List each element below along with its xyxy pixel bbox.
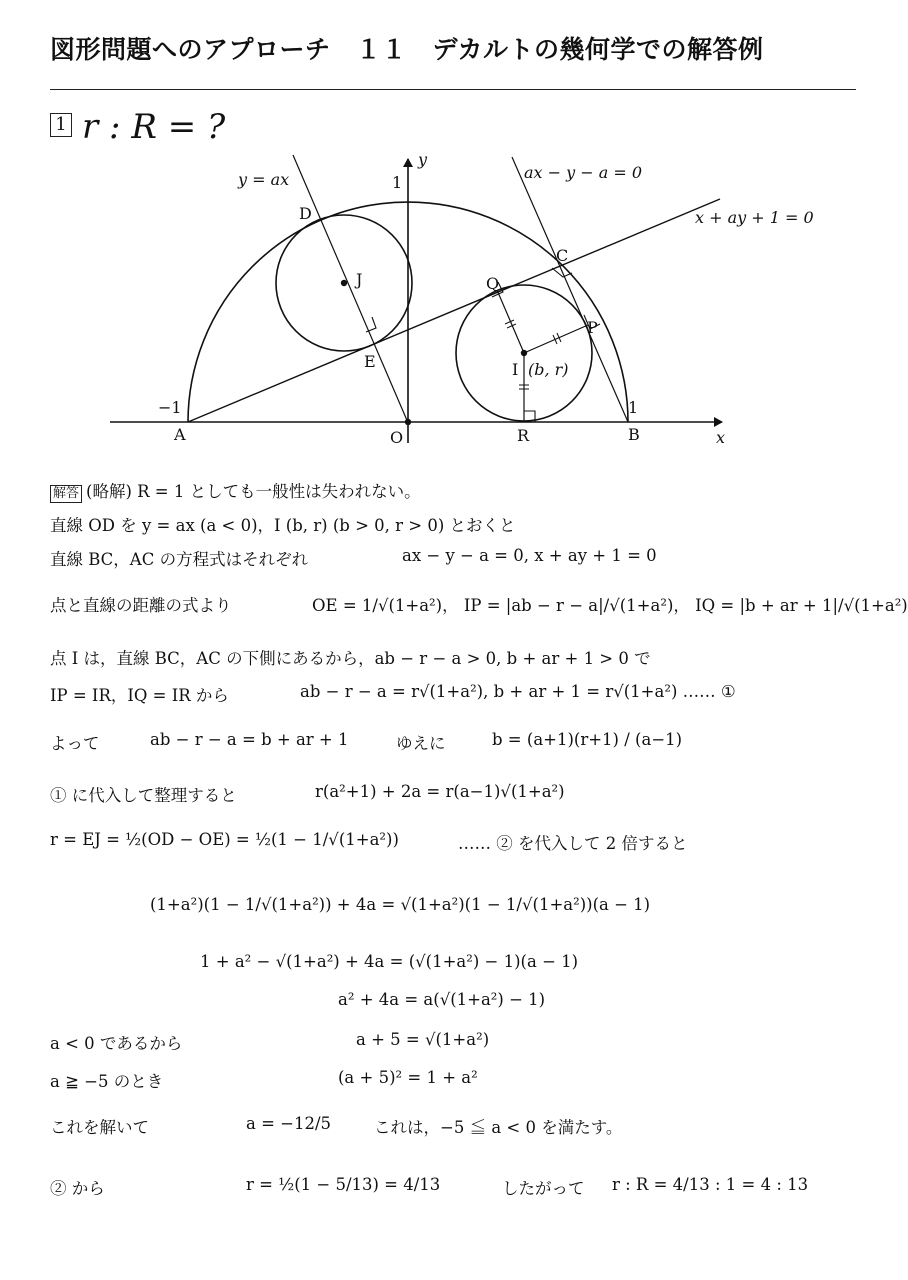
- label-E: E: [364, 352, 376, 371]
- solution-line-13a: a < 0 であるから: [50, 1034, 183, 1053]
- solution-line-1: [50, 478, 421, 503]
- solution-line-15a: これを解いて: [50, 1118, 149, 1137]
- solution-line-13b: a + 5 = √(1+a²): [356, 1030, 490, 1049]
- label-line-ac: x + ay + 1 = 0: [695, 208, 814, 227]
- label-O: O: [390, 428, 404, 447]
- label-y-ax: y = ax: [238, 170, 290, 189]
- solution-line-11: 1 + a² − √(1+a²) + 4a = (√(1+a²) − 1)(a − 1): [200, 952, 579, 971]
- solution-line-7b: ab − r − a = b + ar + 1: [150, 730, 349, 749]
- point-O: [405, 419, 411, 425]
- right-angle-marks: [366, 268, 600, 422]
- solution-line-6b: ab − r − a = r√(1+a²), b + ar + 1 = r√(1+a²) …… ①: [300, 682, 736, 701]
- solution-line-2: 直線 OD を y = ax (a < 0)，I (b, r) (b > 0, r > 0) とおくと: [50, 516, 516, 535]
- label-B: B: [628, 425, 640, 444]
- solution-line-9b: …… ② を代入して 2 倍すると: [458, 834, 688, 853]
- label-I: I: [512, 360, 519, 379]
- solution-line-15b: a = −12/5: [246, 1114, 332, 1133]
- solution-line-7d: b = (a+1)(r+1) / (a−1): [492, 730, 683, 749]
- label-C: C: [556, 246, 569, 265]
- title-divider: [50, 89, 856, 90]
- solution-line-6a: IP = IR，IQ = IR から: [50, 686, 229, 705]
- label-Q: Q: [486, 274, 500, 293]
- line-ac: [188, 199, 720, 422]
- geometry-figure: [100, 145, 814, 455]
- label-A: A: [174, 425, 186, 444]
- solution-line-14b: (a + 5)² = 1 + a²: [338, 1068, 478, 1087]
- solution-line-3b: ax − y − a = 0, x + ay + 1 = 0: [402, 546, 657, 565]
- solution-line-7a: よって: [50, 734, 100, 753]
- solution-line-12: a² + 4a = a(√(1+a²) − 1): [338, 990, 546, 1009]
- solution-text-1: (略解) R = 1 としても一般性は失われない。: [86, 482, 421, 501]
- solution-line-16a: ② から: [50, 1179, 105, 1198]
- solution-line-5: 点 I は，直線 BC，AC の下側にあるから，ab − r − a > 0, b + ar + 1 > 0 で: [50, 649, 651, 668]
- label-axis-y: y: [418, 150, 428, 169]
- solution-line-15c: これは，−5 ≦ a < 0 を満たす。: [374, 1118, 623, 1137]
- page-title: 図形問題へのアプローチ １１ デカルトの幾何学での解答例: [50, 35, 764, 64]
- answer-tag: 解答: [50, 485, 82, 503]
- label-P: P: [587, 318, 598, 337]
- label-I-coord: (b, r): [528, 360, 569, 379]
- solution-line-3a: 直線 BC，AC の方程式はそれぞれ: [50, 550, 309, 569]
- line-y-ax: [293, 155, 409, 425]
- problem-heading: [50, 107, 225, 147]
- label-J: J: [356, 270, 363, 289]
- solution-line-16b: r = ½(1 − 5/13) = 4/13: [246, 1175, 441, 1194]
- label-axis-x: x: [716, 428, 726, 447]
- solution-line-4b: OE = 1/√(1+a²)， IP = |ab − r − a|/√(1+a²)， IQ = |b + ar + 1|/√(1+a²): [312, 596, 908, 615]
- solution-line-9a: r = EJ = ½(OD − OE) = ½(1 − 1/√(1+a²)): [50, 830, 399, 849]
- problem-number-box: 1: [50, 113, 72, 137]
- label-minus-one: −1: [158, 398, 182, 417]
- solution-line-16d: r : R = 4/13 : 1 = 4 : 13: [612, 1175, 809, 1194]
- label-one-right: 1: [628, 398, 639, 417]
- solution-line-8b: r(a²+1) + 2a = r(a−1)√(1+a²): [315, 782, 565, 801]
- solution-line-7c: ゆえに: [396, 734, 446, 753]
- line-bc: [512, 157, 628, 422]
- problem-question: r : R = ?: [82, 107, 226, 147]
- label-one-top: 1: [392, 173, 403, 192]
- solution-line-10: (1+a²)(1 − 1/√(1+a²)) + 4a = √(1+a²)(1 − 1/√(1+a²))(a − 1): [150, 895, 651, 914]
- solution-line-16c: したがって: [502, 1179, 585, 1198]
- solution-line-8a: ① に代入して整理すると: [50, 786, 237, 805]
- label-line-bc: ax − y − a = 0: [524, 163, 643, 182]
- label-R: R: [517, 426, 530, 445]
- point-J: [341, 280, 347, 286]
- segment-IP: [524, 325, 588, 353]
- solution-line-4a: 点と直線の距離の式より: [50, 596, 232, 615]
- label-D: D: [299, 204, 312, 223]
- solution-line-14a: a ≧ −5 のとき: [50, 1072, 164, 1091]
